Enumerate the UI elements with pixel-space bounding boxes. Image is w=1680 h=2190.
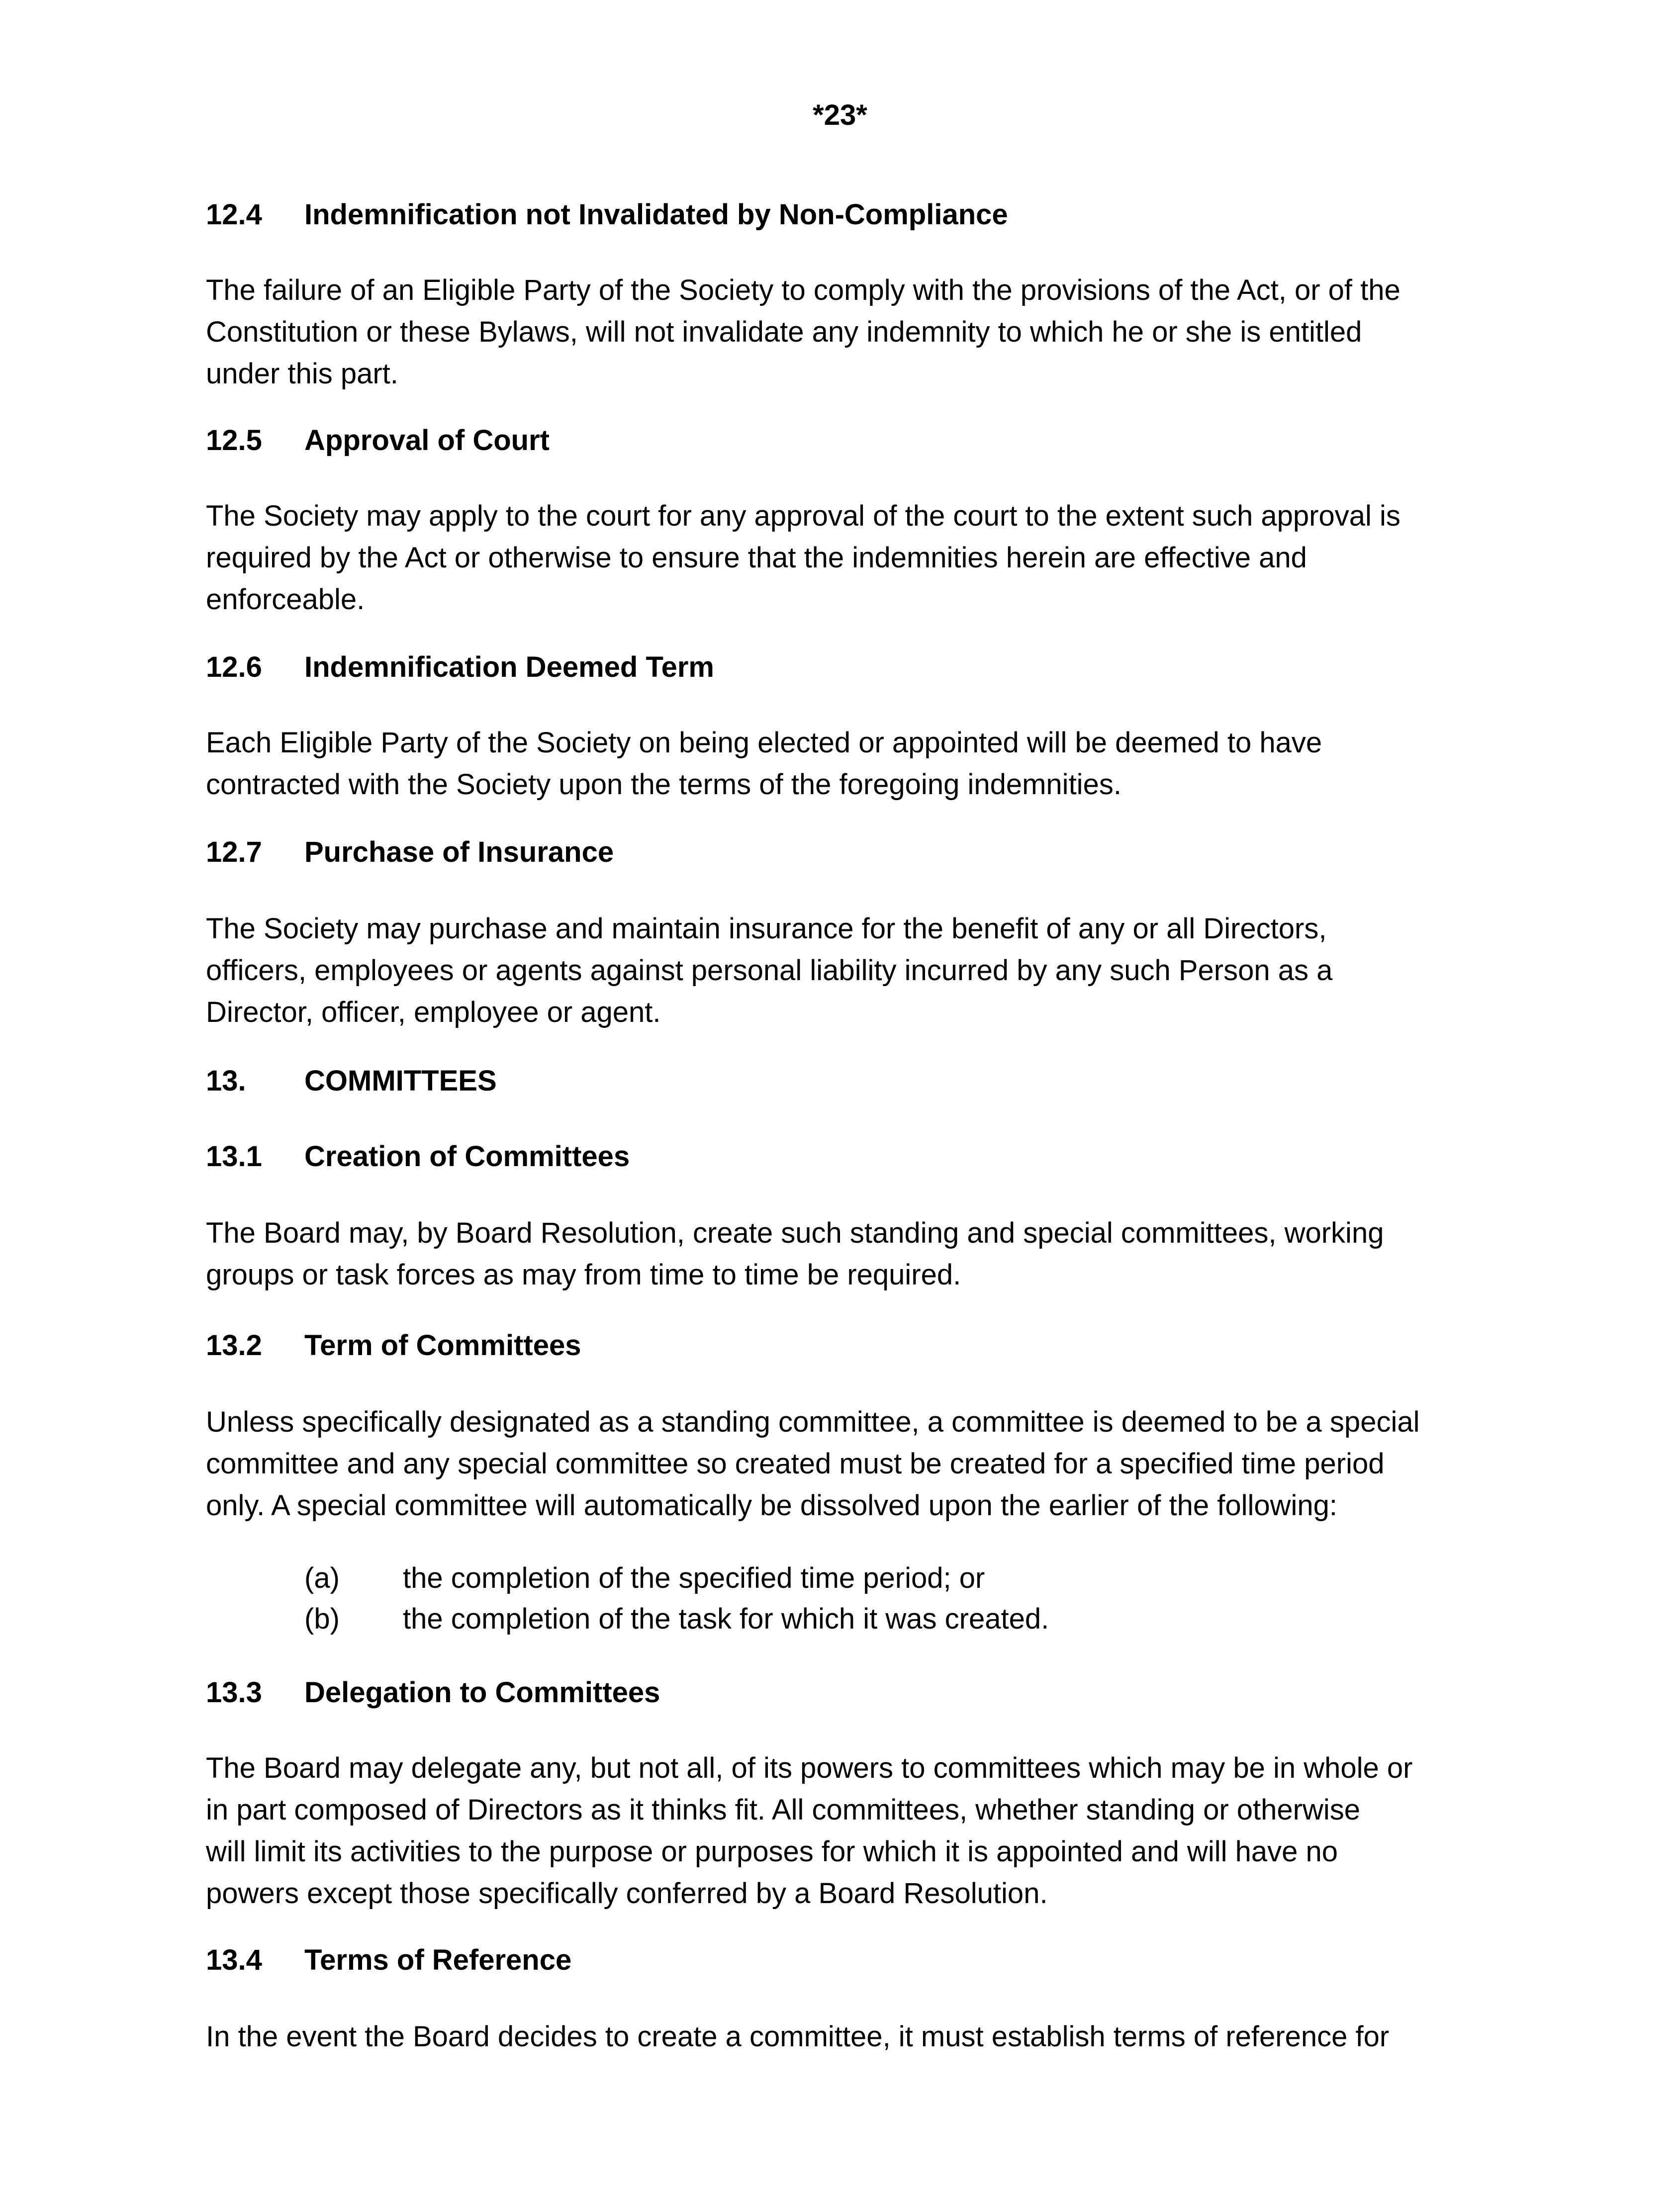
body-line: enforceable. <box>206 583 365 616</box>
section-heading-13-3 <box>206 1676 660 1709</box>
body-line: Each Eligible Party of the Society on being elected or appointed will be deemed to have <box>206 727 1322 759</box>
section-heading-12-6 <box>206 650 714 684</box>
body-line: The Society may apply to the court for any approval of the court to the extent such approval is <box>206 500 1400 532</box>
section-number: 12.5 <box>206 424 262 456</box>
section-body-12-5 <box>206 495 1499 621</box>
body-line: powers except those specifically conferred by a Board Resolution. <box>206 1877 1048 1910</box>
body-line: contracted with the Society upon the terms of the foregoing indemnities. <box>206 768 1121 801</box>
body-line: required by the Act or otherwise to ensure that the indemnities herein are effective and <box>206 542 1307 574</box>
body-line: officers, employees or agents against personal liability incurred by any such Person as a <box>206 954 1333 987</box>
section-title: Delegation to Committees <box>304 1676 660 1709</box>
list-item-b <box>304 1602 1049 1636</box>
section-body-12-6 <box>206 722 1499 806</box>
body-line: The Board may, by Board Resolution, create such standing and special committees, working <box>206 1217 1384 1249</box>
page-number: *23* <box>813 99 867 131</box>
body-line: only. A special committee will automatically be dissolved upon the earlier of the following: <box>206 1489 1337 1522</box>
section-title: Terms of Reference <box>304 1944 572 1976</box>
body-line: committee and any special committee so created must be created for a specified time period <box>206 1448 1385 1480</box>
body-line: under this part. <box>206 358 398 390</box>
section-heading-13-1 <box>206 1140 630 1173</box>
section-title: Approval of Court <box>304 424 550 456</box>
section-number: 12.6 <box>206 651 262 683</box>
body-line: Constitution or these Bylaws, will not invalidate any indemnity to which he or she is entitled <box>206 316 1362 348</box>
section-title: Purchase of Insurance <box>304 836 614 868</box>
section-heading-12-5 <box>206 424 550 457</box>
section-number: 13.3 <box>206 1676 262 1709</box>
section-number: 12.4 <box>206 198 262 231</box>
section-number: 12.7 <box>206 836 262 868</box>
section-heading-13 <box>206 1064 497 1097</box>
section-title: COMMITTEES <box>304 1065 497 1097</box>
section-title: Term of Committees <box>304 1329 581 1362</box>
body-line: Unless specifically designated as a standing committee, a committee is deemed to be a special <box>206 1406 1420 1438</box>
list-item-text: the completion of the specified time period; or <box>403 1562 985 1594</box>
section-heading-12-4 <box>206 198 1008 231</box>
section-heading-12-7 <box>206 835 614 869</box>
section-number: 13.2 <box>206 1329 262 1362</box>
section-number: 13.4 <box>206 1944 262 1976</box>
list-marker: (b) <box>304 1603 340 1635</box>
list-item-a <box>304 1561 985 1595</box>
section-body-13-2 <box>206 1401 1499 1527</box>
body-line: Director, officer, employee or agent. <box>206 996 661 1028</box>
section-number: 13. <box>206 1065 246 1097</box>
body-line: will limit its activities to the purpose or purposes for which it is appointed and will have no <box>206 1835 1338 1868</box>
body-line: The Board may delegate any, but not all, of its powers to committees which may be in whole or <box>206 1752 1413 1784</box>
list-marker: (a) <box>304 1562 340 1594</box>
section-body-13-4 <box>206 2016 1499 2058</box>
body-line: The Society may purchase and maintain insurance for the benefit of any or all Directors, <box>206 912 1327 945</box>
section-heading-13-4 <box>206 1943 571 1977</box>
section-body-13-3 <box>206 1747 1499 1915</box>
section-heading-13-2 <box>206 1329 581 1362</box>
section-title: Creation of Committees <box>304 1140 630 1173</box>
list-item-text: the completion of the task for which it was created. <box>403 1603 1049 1635</box>
section-body-12-7 <box>206 908 1499 1033</box>
body-line: The failure of an Eligible Party of the Society to comply with the provisions of the Act, or of the <box>206 274 1400 306</box>
section-title: Indemnification Deemed Term <box>304 651 714 683</box>
body-line: in part composed of Directors as it thinks fit. All committees, whether standing or otherwise <box>206 1794 1360 1826</box>
section-title: Indemnification not Invalidated by Non-Compliance <box>304 198 1008 231</box>
section-number: 13.1 <box>206 1140 262 1173</box>
body-line: In the event the Board decides to create a committee, it must establish terms of reference for <box>206 2020 1390 2053</box>
section-body-13-1 <box>206 1212 1499 1296</box>
section-body-12-4 <box>206 270 1499 395</box>
body-line: groups or task forces as may from time to time be required. <box>206 1259 961 1291</box>
